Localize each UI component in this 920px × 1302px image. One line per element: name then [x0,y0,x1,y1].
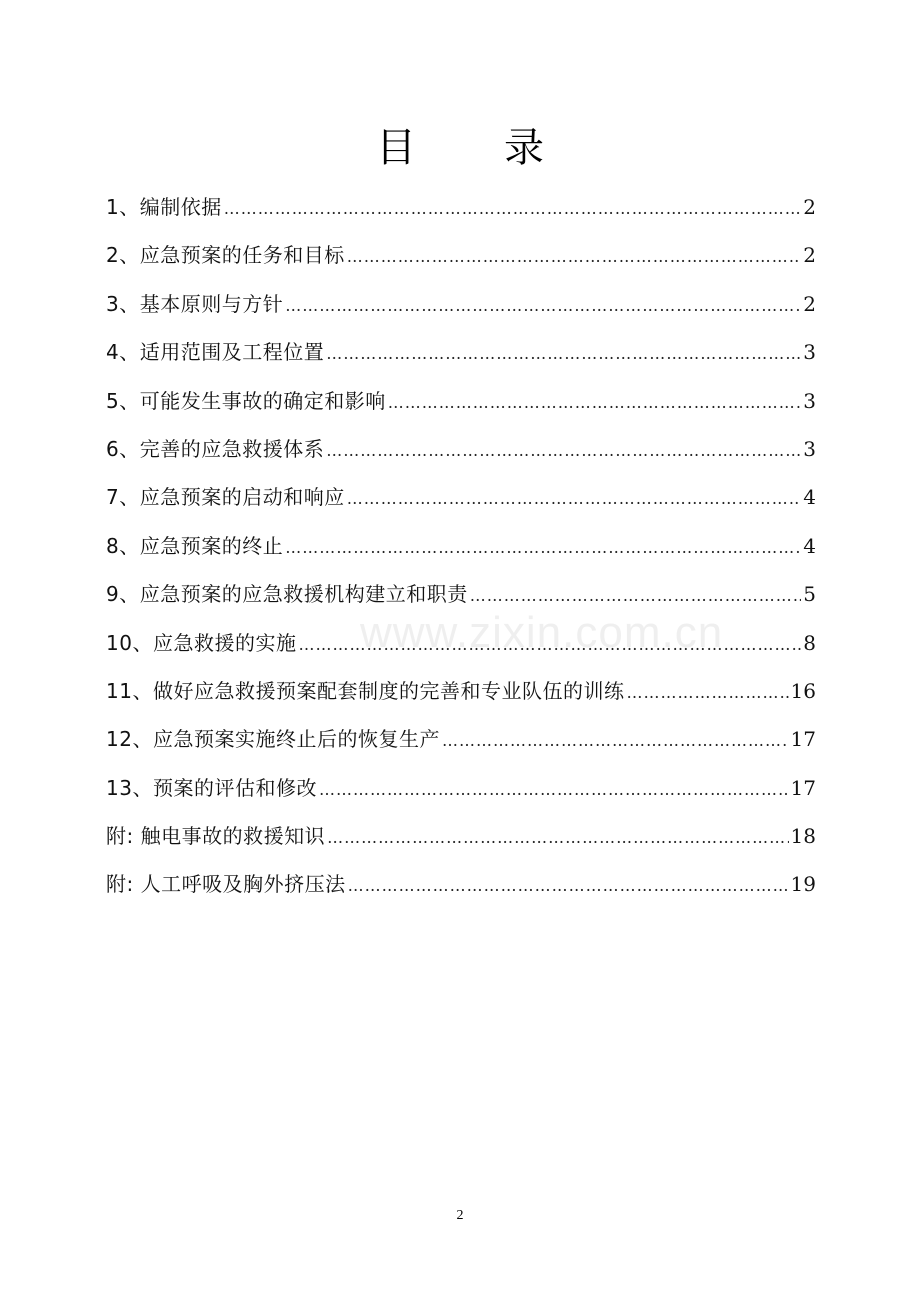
toc-entry-page: 2 [803,291,816,316]
toc-entry[interactable] [106,860,816,908]
toc-entry-page: 4 [803,533,816,558]
toc-entry-label: 10、应急救援的实施 [106,630,297,655]
title-char-1: 目 [376,125,416,171]
toc-entry-label: 4、适用范围及工程位置 [106,340,325,365]
toc-entry-page: 17 [790,775,816,800]
toc-leader-dots [285,282,801,330]
toc-entry[interactable] [106,473,816,521]
toc-entry-page: 5 [803,582,816,607]
toc-entry-label: 2、应急预案的任务和目标 [106,243,345,268]
toc-leader-dots [298,621,801,669]
toc-entry[interactable] [106,715,816,763]
toc-entry-label: 11、做好应急救援预案配套制度的完善和专业队伍的训练 [106,678,625,703]
toc-leader-dots [327,814,788,862]
toc-entry-page: 3 [803,340,816,365]
toc-entry[interactable] [106,425,816,473]
toc-entry-label: 8、应急预案的终止 [106,533,284,558]
toc-entry-page: 2 [803,243,816,268]
toc-entry-page: 4 [803,485,816,510]
watermark: www.zixin.com.cn [360,608,724,657]
toc-entry-label: 7、应急预案的启动和响应 [106,485,345,510]
toc-leader-dots [470,572,802,620]
toc-entry[interactable] [106,328,816,376]
toc-leader-dots [319,766,789,814]
toc-entry-page: 2 [803,195,816,219]
toc-entry-page: 3 [803,436,816,461]
toc-entry-page: 3 [803,388,816,413]
toc-leader-dots [442,717,789,765]
toc-entry[interactable] [106,522,816,570]
toc-entry-label: 13、预案的评估和修改 [106,775,317,800]
toc-leader-dots [626,669,788,717]
toc-entry-page: 17 [790,727,816,752]
toc-leader-dots [224,185,802,233]
toc-leader-dots [326,427,801,475]
toc-leader-dots [348,862,789,910]
toc-entry-label: 12、应急预案实施终止后的恢复生产 [106,727,440,752]
toc-leader-dots [347,475,802,523]
toc-entry[interactable] [106,183,816,231]
toc-entry[interactable] [106,812,816,860]
toc-entry[interactable] [106,280,816,328]
toc-entry-label: 6、完善的应急救援体系 [106,436,325,461]
table-of-contents [106,183,816,909]
toc-entry-label: 5、可能发生事故的确定和影响 [106,388,386,413]
toc-entry-page: 18 [790,824,816,849]
toc-entry[interactable] [106,667,816,715]
page-number: 2 [456,1208,464,1223]
toc-entry-page: 8 [803,630,816,655]
toc-leader-dots [285,524,801,572]
toc-entry[interactable] [106,619,816,667]
toc-entry[interactable] [106,764,816,812]
toc-leader-dots [388,379,802,427]
toc-entry-label: 附: 人工呼吸及胸外挤压法 [106,872,346,897]
toc-entry-label: 附: 触电事故的救援知识 [106,824,326,849]
toc-entry-label: 1、编制依据 [106,195,222,219]
toc-entry-label: 3、基本原则与方针 [106,291,284,316]
toc-entry-label: 9、应急预案的应急救援机构建立和职责 [106,582,468,607]
toc-entry-page: 19 [790,872,816,897]
toc-entry[interactable] [106,377,816,425]
toc-leader-dots [326,330,801,378]
toc-entry[interactable] [106,231,816,279]
page-title [0,118,920,178]
toc-entry-page: 16 [790,678,816,703]
title-char-2: 录 [504,125,544,171]
toc-entry[interactable] [106,570,816,618]
toc-leader-dots [347,233,802,281]
